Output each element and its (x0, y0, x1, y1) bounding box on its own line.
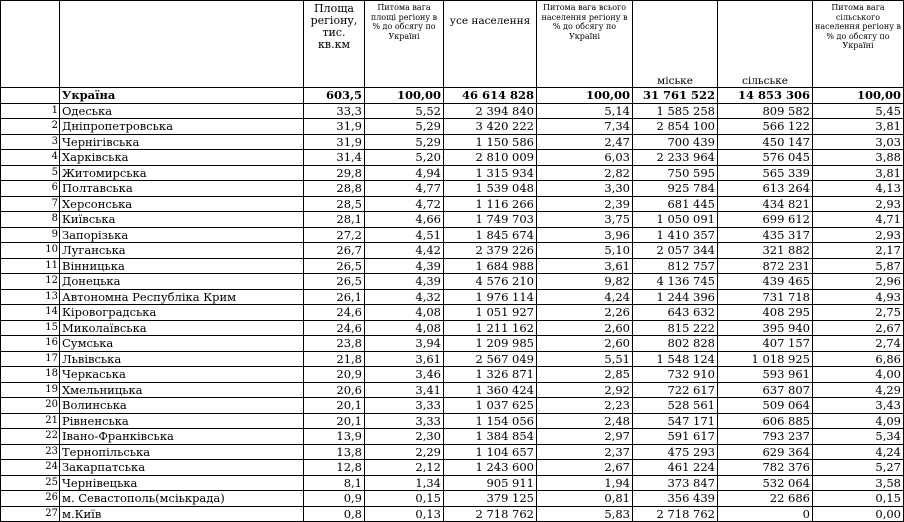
area-share-value: 4,08 (365, 320, 444, 336)
population-share-value: 2,60 (537, 320, 633, 336)
urban-value: 591 617 (633, 429, 718, 445)
row-index: 1 (1, 103, 60, 119)
rural-share-value: 2,96 (813, 274, 904, 290)
rural-share-value: 2,93 (813, 196, 904, 212)
rural-share-value: 2,67 (813, 320, 904, 336)
area-share-value: 4,72 (365, 196, 444, 212)
population-value: 1 211 162 (444, 320, 537, 336)
header-rural-share: Питома вага сільського населення регіону в % до обсягу по Україні (813, 1, 904, 88)
total-population-share: 100,00 (537, 88, 633, 104)
row-index: 14 (1, 305, 60, 321)
area-share-value: 3,61 (365, 351, 444, 367)
population-share-value: 2,82 (537, 165, 633, 181)
area-value: 8,1 (304, 475, 365, 491)
table-row (1, 134, 904, 150)
area-value: 24,6 (304, 305, 365, 321)
population-share-value: 5,51 (537, 351, 633, 367)
population-share-value: 2,39 (537, 196, 633, 212)
table-row (1, 336, 904, 352)
population-share-value: 2,97 (537, 429, 633, 445)
table-row (1, 119, 904, 135)
area-share-value: 3,33 (365, 398, 444, 414)
rural-share-value: 4,24 (813, 444, 904, 460)
population-share-value: 3,96 (537, 227, 633, 243)
total-urban: 31 761 522 (633, 88, 718, 104)
urban-value: 528 561 (633, 398, 718, 414)
rural-value: 22 686 (718, 491, 813, 507)
rural-share-value: 3,43 (813, 398, 904, 414)
region-name: Львівська (60, 351, 304, 367)
table-row (1, 258, 904, 274)
population-share-value: 6,03 (537, 150, 633, 166)
area-value: 29,8 (304, 165, 365, 181)
region-name: Хмельницька (60, 382, 304, 398)
rural-value: 509 064 (718, 398, 813, 414)
rural-share-value: 5,34 (813, 429, 904, 445)
rural-share-value: 4,00 (813, 367, 904, 383)
rural-value: 565 339 (718, 165, 813, 181)
area-share-value: 4,08 (365, 305, 444, 321)
population-share-value: 2,85 (537, 367, 633, 383)
population-value: 1 315 934 (444, 165, 537, 181)
row-index: 25 (1, 475, 60, 491)
area-value: 24,6 (304, 320, 365, 336)
rural-value: 395 940 (718, 320, 813, 336)
population-value: 1 209 985 (444, 336, 537, 352)
urban-value: 812 757 (633, 258, 718, 274)
rural-share-value: 4,71 (813, 212, 904, 228)
table-row (1, 491, 904, 507)
table-row (1, 475, 904, 491)
region-name: Одеська (60, 103, 304, 119)
area-value: 33,3 (304, 103, 365, 119)
area-share-value: 4,32 (365, 289, 444, 305)
rural-value: 532 064 (718, 475, 813, 491)
table-row (1, 196, 904, 212)
rural-value: 793 237 (718, 429, 813, 445)
region-name: Херсонська (60, 196, 304, 212)
population-value: 1 684 988 (444, 258, 537, 274)
header-index (1, 1, 60, 88)
rural-value: 637 807 (718, 382, 813, 398)
rural-value: 0 (718, 506, 813, 522)
urban-value: 802 828 (633, 336, 718, 352)
rural-share-value: 2,74 (813, 336, 904, 352)
header-name (60, 1, 304, 88)
population-share-value: 3,75 (537, 212, 633, 228)
population-share-value: 2,92 (537, 382, 633, 398)
population-share-value: 2,23 (537, 398, 633, 414)
area-share-value: 2,30 (365, 429, 444, 445)
row-index: 27 (1, 506, 60, 522)
area-share-value: 4,42 (365, 243, 444, 259)
table-row (1, 305, 904, 321)
population-value: 1 749 703 (444, 212, 537, 228)
population-share-value: 9,82 (537, 274, 633, 290)
area-value: 31,9 (304, 119, 365, 135)
rural-share-value: 4,09 (813, 413, 904, 429)
urban-value: 815 222 (633, 320, 718, 336)
rural-share-value: 3,03 (813, 134, 904, 150)
row-index: 8 (1, 212, 60, 228)
table-row (1, 289, 904, 305)
table-row (1, 460, 904, 476)
row-index: 12 (1, 274, 60, 290)
region-name: Черкаська (60, 367, 304, 383)
rural-share-value: 4,29 (813, 382, 904, 398)
population-share-value: 2,67 (537, 460, 633, 476)
region-name: м.Київ (60, 506, 304, 522)
rural-value: 699 612 (718, 212, 813, 228)
area-share-value: 4,39 (365, 258, 444, 274)
region-name: Автономна Республіка Крим (60, 289, 304, 305)
row-index: 19 (1, 382, 60, 398)
urban-value: 373 847 (633, 475, 718, 491)
area-value: 26,5 (304, 274, 365, 290)
row-index: 15 (1, 320, 60, 336)
area-value: 13,8 (304, 444, 365, 460)
urban-value: 1 244 396 (633, 289, 718, 305)
table-row (1, 227, 904, 243)
table-row (1, 444, 904, 460)
urban-value: 1 410 357 (633, 227, 718, 243)
rural-value: 782 376 (718, 460, 813, 476)
population-share-value: 2,26 (537, 305, 633, 321)
header-area: Площа регіону, тис. кв.км (304, 1, 365, 88)
urban-value: 722 617 (633, 382, 718, 398)
table-row (1, 274, 904, 290)
population-share-value: 2,47 (537, 134, 633, 150)
area-share-value: 0,13 (365, 506, 444, 522)
row-index: 17 (1, 351, 60, 367)
rural-share-value: 3,88 (813, 150, 904, 166)
region-name: Полтавська (60, 181, 304, 197)
region-name: Рівненська (60, 413, 304, 429)
area-value: 20,1 (304, 413, 365, 429)
region-name: Вінницька (60, 258, 304, 274)
population-value: 1 384 854 (444, 429, 537, 445)
area-value: 26,7 (304, 243, 365, 259)
header-population-share: Питома вага всього населення регіону в % до обсягу по Україні (537, 1, 633, 88)
urban-value: 1 548 124 (633, 351, 718, 367)
table-row (1, 382, 904, 398)
area-share-value: 4,51 (365, 227, 444, 243)
total-area: 603,5 (304, 88, 365, 104)
table-row (1, 103, 904, 119)
rural-share-value: 0,00 (813, 506, 904, 522)
row-index: 6 (1, 181, 60, 197)
region-name: Чернівецька (60, 475, 304, 491)
area-value: 28,1 (304, 212, 365, 228)
rural-share-value: 3,81 (813, 165, 904, 181)
region-name: Миколаївська (60, 320, 304, 336)
table-row (1, 243, 904, 259)
rural-value: 613 264 (718, 181, 813, 197)
area-value: 23,8 (304, 336, 365, 352)
population-share-value: 5,10 (537, 243, 633, 259)
population-value: 1 845 674 (444, 227, 537, 243)
area-share-value: 2,12 (365, 460, 444, 476)
rural-value: 872 231 (718, 258, 813, 274)
total-index (1, 88, 60, 104)
region-name: Луганська (60, 243, 304, 259)
urban-value: 475 293 (633, 444, 718, 460)
population-value: 2 379 226 (444, 243, 537, 259)
urban-value: 1 585 258 (633, 103, 718, 119)
urban-value: 356 439 (633, 491, 718, 507)
population-share-value: 5,83 (537, 506, 633, 522)
region-rows (1, 103, 904, 522)
population-share-value: 2,60 (537, 336, 633, 352)
area-share-value: 0,15 (365, 491, 444, 507)
rural-share-value: 4,13 (813, 181, 904, 197)
population-value: 1 104 657 (444, 444, 537, 460)
table-row (1, 367, 904, 383)
population-value: 379 125 (444, 491, 537, 507)
area-share-value: 1,34 (365, 475, 444, 491)
area-value: 26,1 (304, 289, 365, 305)
region-name: Кіровоградська (60, 305, 304, 321)
rural-value: 435 317 (718, 227, 813, 243)
area-value: 31,4 (304, 150, 365, 166)
rural-share-value: 3,58 (813, 475, 904, 491)
row-index: 22 (1, 429, 60, 445)
area-share-value: 4,77 (365, 181, 444, 197)
population-value: 1 037 625 (444, 398, 537, 414)
region-name: Запорізька (60, 227, 304, 243)
row-index: 20 (1, 398, 60, 414)
urban-value: 4 136 745 (633, 274, 718, 290)
area-share-value: 4,66 (365, 212, 444, 228)
population-share-value: 0,81 (537, 491, 633, 507)
area-value: 0,9 (304, 491, 365, 507)
region-name: Дніпропетровська (60, 119, 304, 135)
urban-value: 925 784 (633, 181, 718, 197)
total-rural: 14 853 306 (718, 88, 813, 104)
rural-value: 629 364 (718, 444, 813, 460)
urban-value: 2 233 964 (633, 150, 718, 166)
urban-value: 700 439 (633, 134, 718, 150)
header-rural: сільське (718, 1, 813, 88)
population-value: 1 150 586 (444, 134, 537, 150)
population-share-value: 5,14 (537, 103, 633, 119)
region-name: Сумська (60, 336, 304, 352)
rural-value: 408 295 (718, 305, 813, 321)
urban-value: 2 057 344 (633, 243, 718, 259)
area-value: 12,8 (304, 460, 365, 476)
header-row (1, 1, 904, 88)
population-value: 2 394 840 (444, 103, 537, 119)
table-row (1, 413, 904, 429)
area-share-value: 3,41 (365, 382, 444, 398)
population-value: 1 360 424 (444, 382, 537, 398)
urban-value: 2 718 762 (633, 506, 718, 522)
header-population: усе населення (444, 1, 537, 88)
header-area-share: Питома вага площі регіону в % до обсягу по Україні (365, 1, 444, 88)
table-row (1, 212, 904, 228)
row-index: 10 (1, 243, 60, 259)
area-value: 0,8 (304, 506, 365, 522)
area-share-value: 3,94 (365, 336, 444, 352)
population-value: 1 051 927 (444, 305, 537, 321)
area-share-value: 3,33 (365, 413, 444, 429)
area-share-value: 5,20 (365, 150, 444, 166)
row-index: 11 (1, 258, 60, 274)
row-index: 26 (1, 491, 60, 507)
population-value: 1 326 871 (444, 367, 537, 383)
row-index: 9 (1, 227, 60, 243)
total-name: Україна (60, 88, 304, 104)
urban-value: 1 050 091 (633, 212, 718, 228)
urban-value: 2 854 100 (633, 119, 718, 135)
table-row (1, 320, 904, 336)
urban-value: 681 445 (633, 196, 718, 212)
table-row (1, 165, 904, 181)
population-share-value: 3,30 (537, 181, 633, 197)
rural-share-value: 5,87 (813, 258, 904, 274)
population-value: 905 911 (444, 475, 537, 491)
region-name: Житомирська (60, 165, 304, 181)
rural-share-value: 6,86 (813, 351, 904, 367)
table-row (1, 351, 904, 367)
population-value: 3 420 222 (444, 119, 537, 135)
row-index: 7 (1, 196, 60, 212)
area-value: 20,1 (304, 398, 365, 414)
population-share-value: 4,24 (537, 289, 633, 305)
rural-value: 439 465 (718, 274, 813, 290)
urban-value: 547 171 (633, 413, 718, 429)
population-share-value: 2,48 (537, 413, 633, 429)
population-value: 1 243 600 (444, 460, 537, 476)
row-index: 4 (1, 150, 60, 166)
region-name: м. Севастополь(мсіькрада) (60, 491, 304, 507)
total-row (1, 88, 904, 104)
row-index: 23 (1, 444, 60, 460)
rural-value: 566 122 (718, 119, 813, 135)
region-name: Чернігівська (60, 134, 304, 150)
row-index: 2 (1, 119, 60, 135)
total-rural-share: 100,00 (813, 88, 904, 104)
rural-value: 407 157 (718, 336, 813, 352)
region-name: Закарпатська (60, 460, 304, 476)
population-value: 4 576 210 (444, 274, 537, 290)
area-share-value: 2,29 (365, 444, 444, 460)
area-value: 27,2 (304, 227, 365, 243)
population-value: 1 116 266 (444, 196, 537, 212)
rural-value: 606 885 (718, 413, 813, 429)
urban-value: 643 632 (633, 305, 718, 321)
table-row (1, 181, 904, 197)
population-value: 2 718 762 (444, 506, 537, 522)
area-value: 31,9 (304, 134, 365, 150)
region-name: Харківська (60, 150, 304, 166)
rural-value: 434 821 (718, 196, 813, 212)
row-index: 13 (1, 289, 60, 305)
row-index: 21 (1, 413, 60, 429)
area-value: 28,8 (304, 181, 365, 197)
rural-share-value: 3,81 (813, 119, 904, 135)
rural-share-value: 2,75 (813, 305, 904, 321)
population-value: 2 810 009 (444, 150, 537, 166)
area-share-value: 4,39 (365, 274, 444, 290)
row-index: 3 (1, 134, 60, 150)
table-row (1, 150, 904, 166)
population-value: 1 976 114 (444, 289, 537, 305)
rural-value: 809 582 (718, 103, 813, 119)
row-index: 16 (1, 336, 60, 352)
row-index: 5 (1, 165, 60, 181)
rural-value: 1 018 925 (718, 351, 813, 367)
population-value: 2 567 049 (444, 351, 537, 367)
area-value: 20,6 (304, 382, 365, 398)
row-index: 18 (1, 367, 60, 383)
total-area-share: 100,00 (365, 88, 444, 104)
population-value: 1 539 048 (444, 181, 537, 197)
rural-share-value: 2,17 (813, 243, 904, 259)
rural-share-value: 0,15 (813, 491, 904, 507)
table-row (1, 398, 904, 414)
rural-share-value: 5,45 (813, 103, 904, 119)
population-share-value: 2,37 (537, 444, 633, 460)
rural-value: 593 961 (718, 367, 813, 383)
row-index: 24 (1, 460, 60, 476)
rural-share-value: 5,27 (813, 460, 904, 476)
rural-value: 731 718 (718, 289, 813, 305)
region-name: Київська (60, 212, 304, 228)
area-share-value: 5,52 (365, 103, 444, 119)
population-value: 1 154 056 (444, 413, 537, 429)
area-value: 13,9 (304, 429, 365, 445)
rural-value: 450 147 (718, 134, 813, 150)
table-row (1, 429, 904, 445)
rural-value: 576 045 (718, 150, 813, 166)
area-share-value: 3,46 (365, 367, 444, 383)
urban-value: 461 224 (633, 460, 718, 476)
area-share-value: 4,94 (365, 165, 444, 181)
rural-share-value: 2,93 (813, 227, 904, 243)
region-name: Івано-Франківська (60, 429, 304, 445)
header-urban: міське (633, 1, 718, 88)
urban-value: 750 595 (633, 165, 718, 181)
table-row (1, 506, 904, 522)
area-share-value: 5,29 (365, 134, 444, 150)
population-share-value: 3,61 (537, 258, 633, 274)
area-share-value: 5,29 (365, 119, 444, 135)
rural-share-value: 4,93 (813, 289, 904, 305)
area-value: 28,5 (304, 196, 365, 212)
area-value: 26,5 (304, 258, 365, 274)
region-name: Волинська (60, 398, 304, 414)
region-name: Донецька (60, 274, 304, 290)
urban-value: 732 910 (633, 367, 718, 383)
area-value: 21,8 (304, 351, 365, 367)
population-share-value: 1,94 (537, 475, 633, 491)
population-share-value: 7,34 (537, 119, 633, 135)
total-population: 46 614 828 (444, 88, 537, 104)
region-name: Тернопільська (60, 444, 304, 460)
area-value: 20,9 (304, 367, 365, 383)
rural-value: 321 882 (718, 243, 813, 259)
